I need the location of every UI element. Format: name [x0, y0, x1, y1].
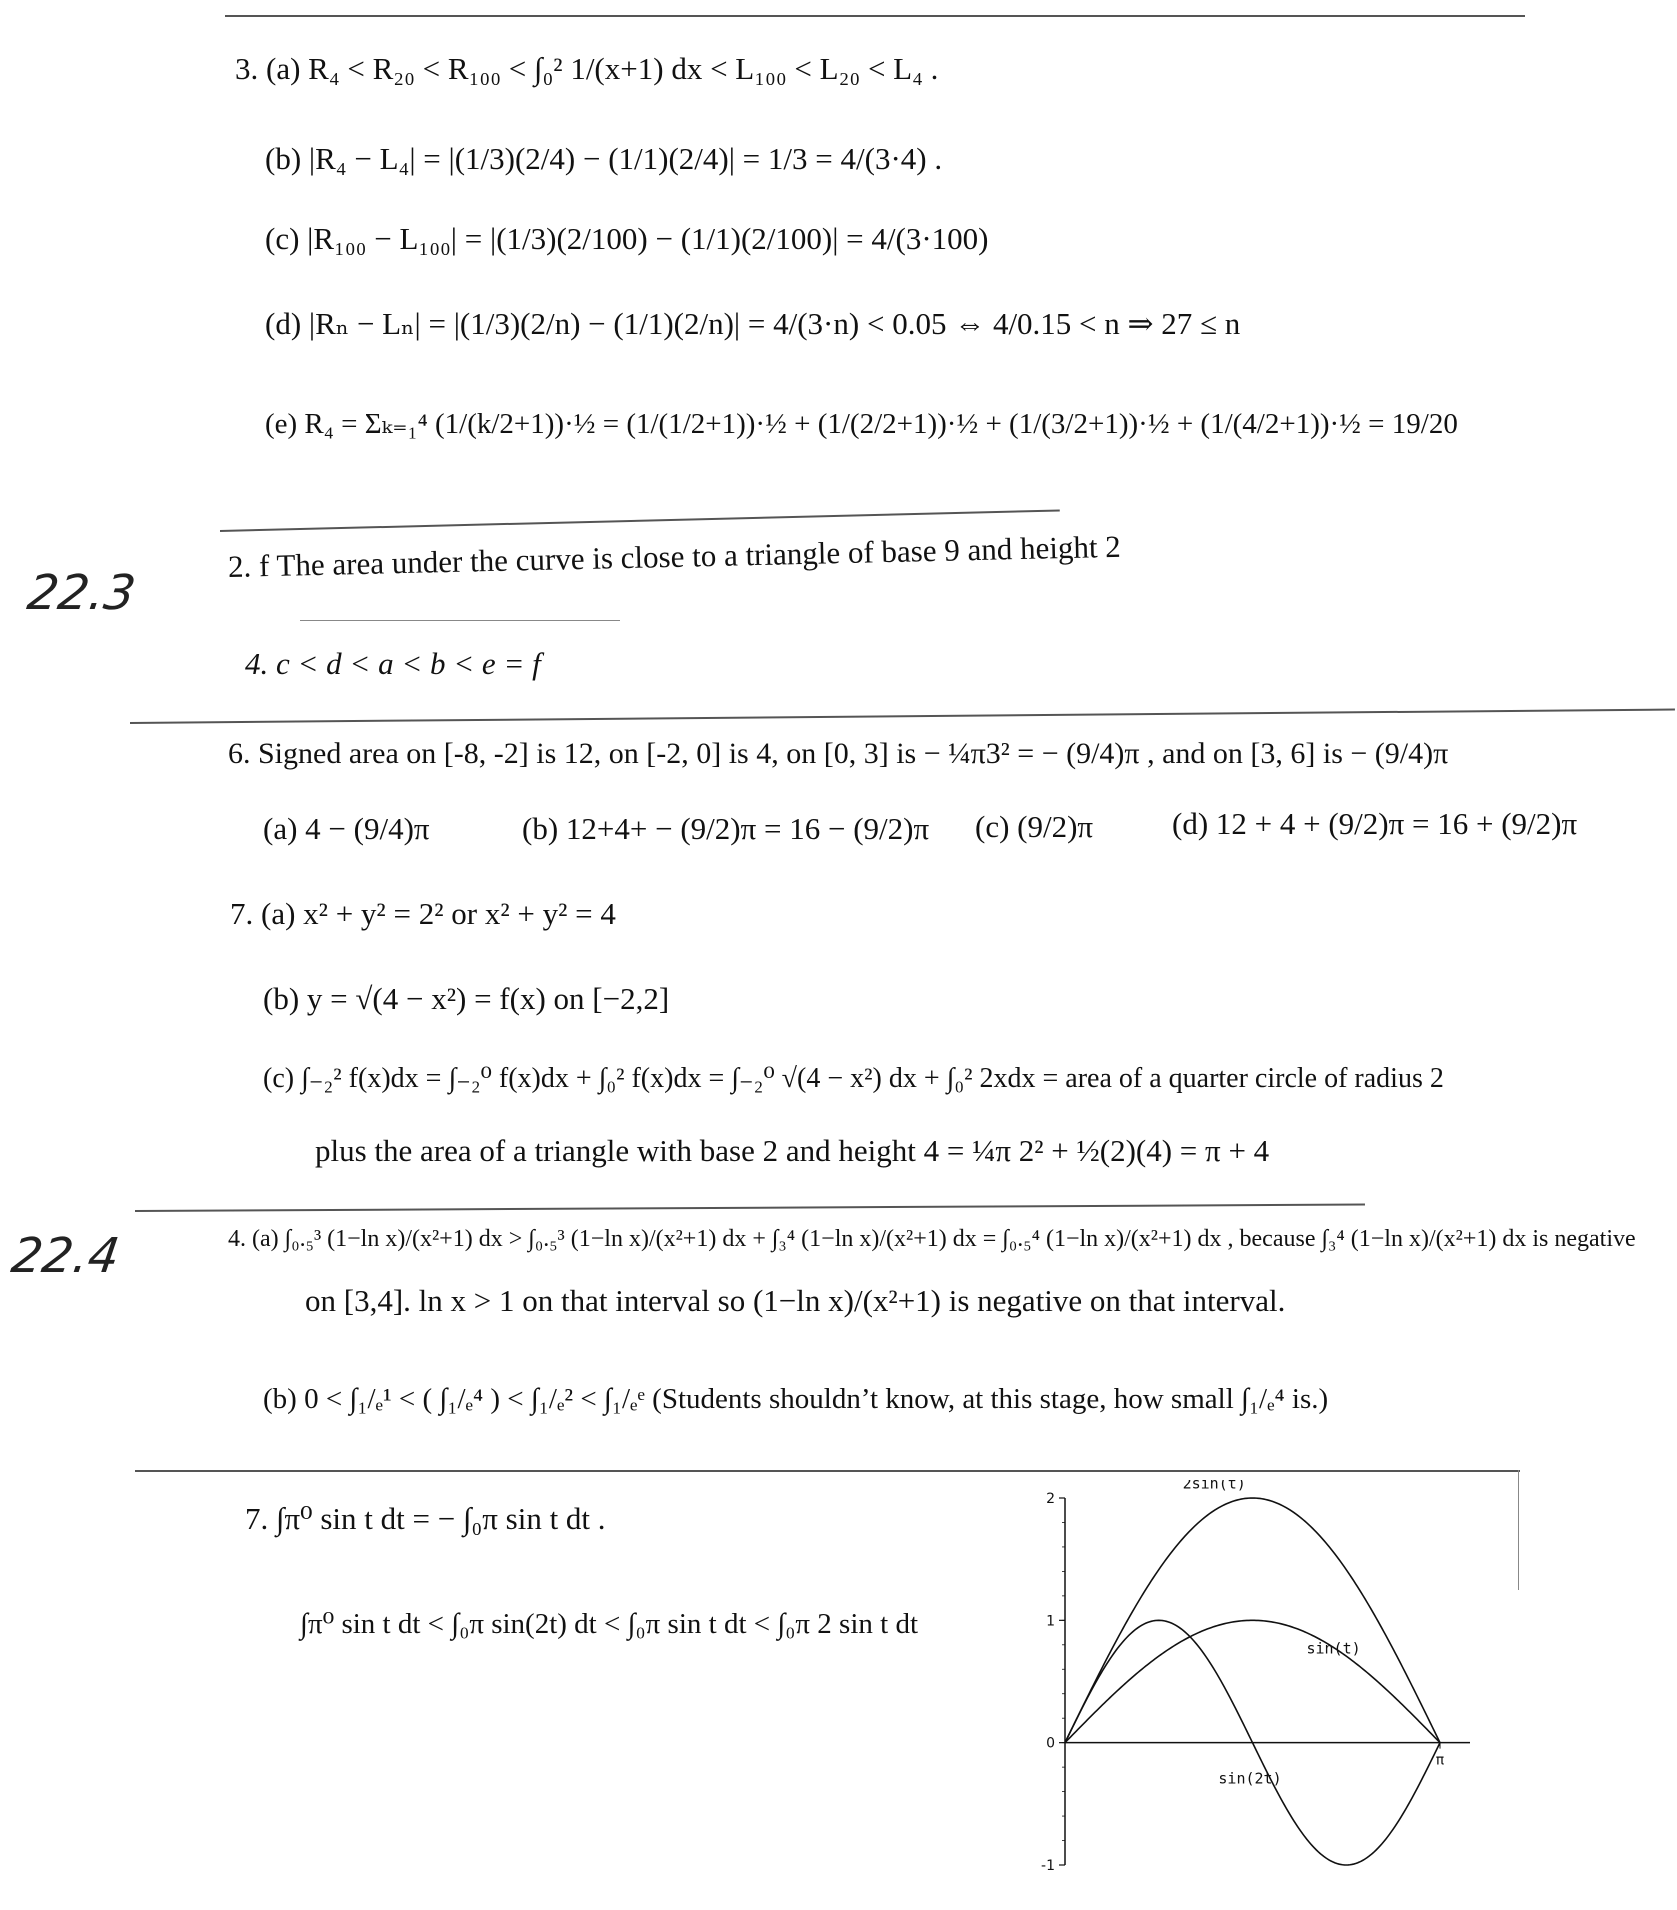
answer-3e: (e) R₄ = Σₖ₌₁⁴ (1/(k/2+1))·½ = (1/(1/2+1))·½ + (1/(2/2+1))·½ + (1/(3/2+1))·½ + (1/(4/2+1))·½ = 19/20 [265, 408, 1458, 440]
divider-5 [135, 1470, 1520, 1472]
series-label-sin: sin(t) [1306, 1639, 1361, 1658]
answer-2: 2. f The area under the curve is close to a triangle of base 9 and height 2 [227, 528, 1122, 584]
answer-3a: 3. (a) R₄ < R₂₀ < R₁₀₀ < ∫₀² 1/(x+1) dx < L₁₀₀ < L₂₀ < L₄ . [235, 51, 939, 86]
divider-vertical [1518, 1470, 1519, 1590]
series-label-sin2: sin(2t) [1218, 1769, 1282, 1788]
answer-3d: (d) |Rₙ − Lₙ| = |(1/3)(2/n) − (1/1)(2/n)| = 4/(3·n) < 0.05 ⇔ 4/0.15 < n ⇒ 27 ≤ n [265, 306, 1241, 341]
answer-6: 6. Signed area on [-8, -2] is 12, on [-2, 0] is 4, on [0, 3] is − ¼π3² = − (9/4)π , and on [3, 6] is − (9/4)π [228, 737, 1449, 770]
y-tick-label: 0 [1046, 1735, 1055, 1752]
divider-top [225, 15, 1525, 17]
answer-6b: (b) 12+4+ − (9/2)π = 16 − (9/2)π [522, 811, 930, 846]
series-line-sin [1065, 1620, 1440, 1742]
answer-7: 7. ∫π⁰ sin t dt = − ∫₀π sin t dt . [245, 1501, 606, 1536]
answer-7c-cont: plus the area of a triangle with base 2 and height 4 = ¼π 2² + ½(2)(4) = π + 4 [315, 1133, 1270, 1168]
divider-1 [220, 509, 1060, 532]
answer-3b: (b) |R₄ − L₄| = |(1/3)(2/4) − (1/1)(2/4)| = 1/3 = 4/(3·4) . [265, 141, 943, 176]
answer-3c: (c) |R₁₀₀ − L₁₀₀| = |(1/3)(2/100) − (1/1)(2/100)| = 4/(3·100) [265, 221, 989, 256]
divider-2 [300, 620, 620, 621]
sine-graph [1020, 1480, 1490, 1880]
answer-4a: 4. (a) ∫₀.₅³ (1−ln x)/(x²+1) dx > ∫₀.₅³ (1−ln x)/(x²+1) dx + ∫₃⁴ (1−ln x)/(x²+1) dx = ∫₀.₅⁴ (1−ln x)/(x²+1) dx , because ∫₃⁴ (1−ln x)/(x²+1) dx is negative [228, 1226, 1636, 1252]
y-tick-label: 1 [1046, 1613, 1055, 1630]
answer-4b: (b) 0 < ∫₁/ₑ¹ < ( ∫₁/ₑ⁴ ) < ∫₁/ₑ² < ∫₁/ₑᵉ (Students shouldn’t know, at this stage, how small ∫₁/ₑ⁴ is.) [263, 1383, 1329, 1415]
answer-4: 4. c < d < a < b < e = f [245, 646, 541, 681]
divider-3 [130, 709, 1675, 724]
answer-7b: (b) y = √(4 − x²) = f(x) on [−2,2] [263, 981, 670, 1016]
answer-6c: (c) (9/2)π [975, 809, 1094, 844]
answer-7a: 7. (a) x² + y² = 2² or x² + y² = 4 [230, 896, 616, 931]
answer-6d: (d) 12 + 4 + (9/2)π = 16 + (9/2)π [1172, 806, 1578, 841]
margin-note-22-3: 22.3 [24, 565, 139, 621]
series-label-2sin: 2sin(t) [1182, 1480, 1246, 1493]
answer-7c: (c) ∫₋₂² f(x)dx = ∫₋₂⁰ f(x)dx + ∫₀² f(x)dx = ∫₋₂⁰ √(4 − x²) dx + ∫₀² 2xdx = area of a quarter circle of radius 2 [263, 1063, 1444, 1094]
answer-4a-cont: on [3,4]. ln x > 1 on that interval so (1−ln x)/(x²+1) is negative on that interval. [305, 1283, 1286, 1318]
margin-note-22-4: 22.4 [8, 1228, 123, 1284]
x-tick-label: π [1435, 1752, 1445, 1769]
divider-4 [135, 1204, 1365, 1212]
sine-graph-svg [1020, 1480, 1490, 1880]
answer-7-comparison: ∫π⁰ sin t dt < ∫₀π sin(2t) dt < ∫₀π sin t dt < ∫₀π 2 sin t dt [300, 1608, 919, 1640]
answer-6a: (a) 4 − (9/4)π [263, 811, 430, 846]
y-tick-label: 2 [1046, 1491, 1055, 1507]
y-tick-label: -1 [1041, 1858, 1055, 1874]
